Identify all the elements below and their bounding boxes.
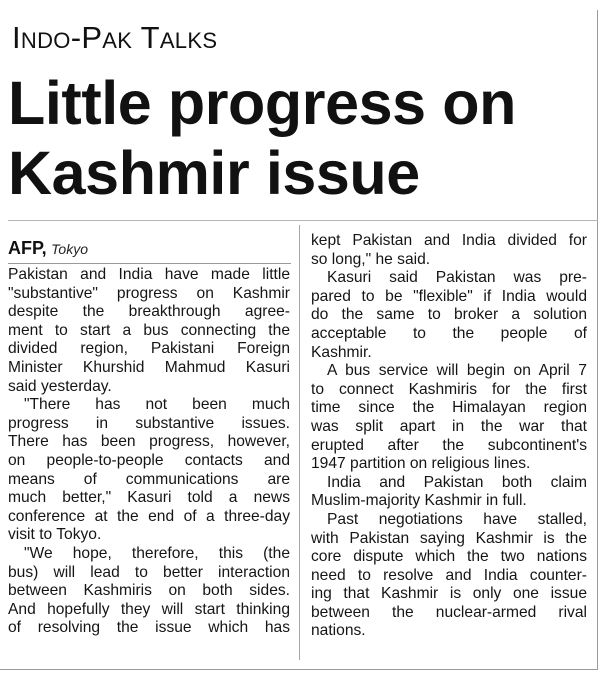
text-line: Kasuri said Pakistan was pre- — [327, 269, 587, 287]
text-line: time since the Himalayan region — [311, 399, 587, 417]
text-line: much better," Kasuri told a news — [8, 489, 290, 507]
text-line: ing that Kashmir is only one issue — [311, 585, 587, 603]
text-line: means of communications are — [8, 470, 290, 488]
text-line: And hopefully they will start thinking — [8, 600, 290, 618]
text-line: There has been progress, however, — [8, 433, 290, 451]
text-line: acceptable to the people of — [311, 324, 587, 342]
text-line: so long," he said. — [311, 250, 431, 268]
headline — [8, 68, 593, 208]
column-right — [311, 232, 587, 641]
text-line: visit to Tokyo. — [8, 526, 102, 544]
text-line: despite the breakthrough agree- — [8, 303, 290, 321]
text-line: Past negotiations have stalled, — [327, 510, 587, 528]
text-line: "We hope, therefore, this (the — [24, 544, 290, 562]
text-line: between the nuclear-armed rival — [311, 603, 587, 621]
clipping-bottom-edge — [0, 669, 598, 670]
text-line: nations. — [311, 622, 366, 640]
text-line: Kashmir. — [311, 343, 372, 361]
text-line: "There has not been much — [24, 396, 290, 414]
kicker: Indo-Pak Talks — [12, 20, 218, 55]
headline-rule — [8, 220, 598, 221]
headline-line: Little progress on — [8, 69, 516, 137]
text-line: Pakistan and India have made little — [8, 266, 290, 283]
text-line: said yesterday. — [8, 377, 112, 395]
text-line: conference at the end of a three-day — [8, 507, 290, 525]
text-line: with Pakistan saying Kashmir is the — [311, 529, 587, 547]
text-line: kept Pakistan and India divided for — [311, 232, 587, 249]
text-line: divided region, Pakistani Foreign — [8, 340, 290, 358]
headline-line: Kashmir issue — [8, 139, 420, 207]
text-line: to connect Kashmiris for the first — [311, 380, 587, 398]
byline-rule — [8, 263, 291, 264]
text-line: on people-to-people contacts and — [8, 451, 290, 469]
column-divider — [299, 225, 300, 660]
text-line: A bus service will begin on April 7 — [327, 362, 587, 380]
text-line: progress in substantive issues. — [8, 414, 290, 432]
byline — [8, 236, 88, 262]
byline-agency: AFP, — [8, 238, 47, 258]
text-line: "substantive" progress on Kashmir — [8, 284, 290, 302]
text-line: Minister Khurshid Mahmud Kasuri — [8, 358, 290, 376]
text-line: pared to be "flexible" if India would — [311, 287, 587, 305]
text-line: between Kashmiris on both sides. — [8, 582, 290, 600]
text-line: erupted after the subcontinent's — [311, 436, 587, 454]
text-line: was split apart in the war that — [311, 417, 587, 435]
byline-city: Tokyo — [51, 241, 88, 257]
column-left — [8, 266, 290, 638]
text-line: Muslim-majority Kashmir in full. — [311, 492, 527, 510]
text-line: core dispute which the two nations — [311, 548, 587, 566]
text-line: bus) will lead to better interaction — [8, 563, 290, 581]
text-line: do the same to broker a solution — [311, 306, 587, 324]
clipping-right-edge — [597, 10, 598, 670]
text-line: 1947 partition on religious lines. — [311, 455, 531, 473]
text-line: of resolving the issue which has — [8, 619, 290, 637]
text-line: India and Pakistan both claim — [327, 473, 587, 491]
text-line: ment to start a bus connecting the — [8, 321, 290, 339]
text-line: need to resolve and India counter- — [311, 566, 587, 584]
